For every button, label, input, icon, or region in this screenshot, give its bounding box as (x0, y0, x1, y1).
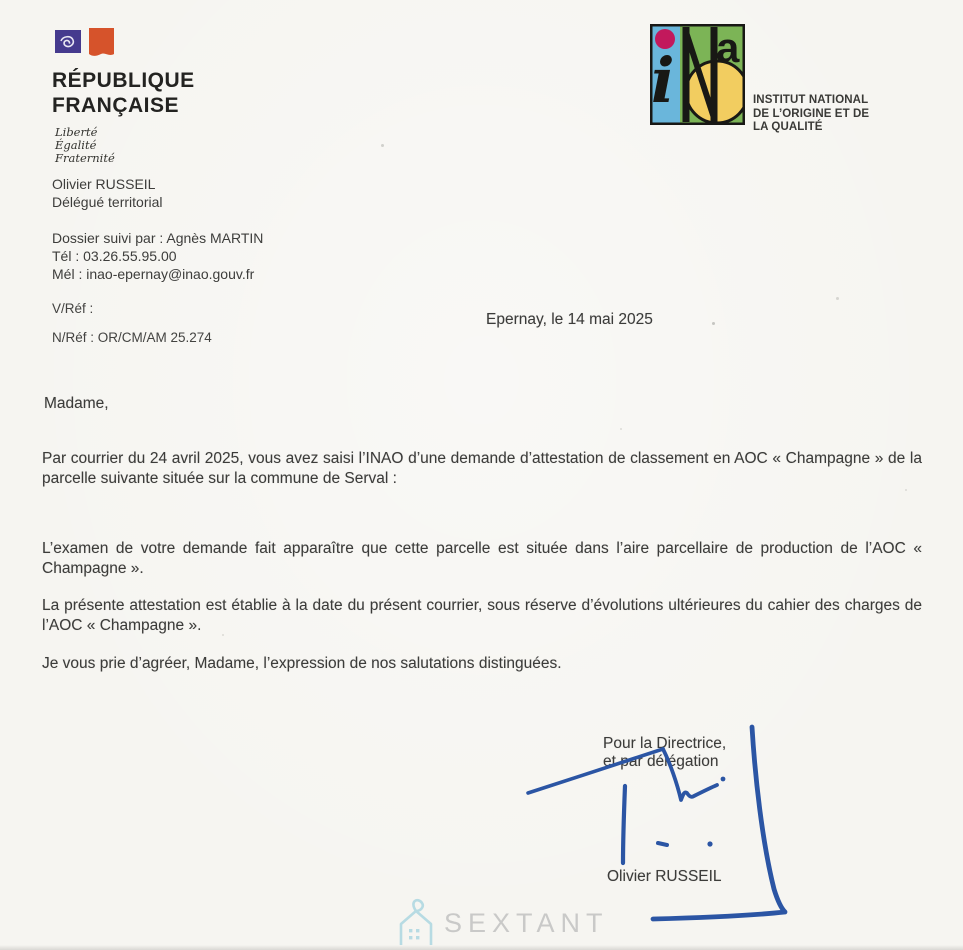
sextant-house-tag-icon (396, 898, 434, 948)
nref-line: N/Réf : OR/CM/AM 25.274 (52, 330, 212, 345)
inao-caption-line1: INSTITUT NATIONAL (753, 94, 869, 106)
dateline: Epernay, le 14 mai 2025 (486, 311, 653, 328)
paragraph-2: L’examen de votre demande fait apparaître que cette parcelle est située dans l’aire parcellaire de production de l’AOC « Champagne ». (42, 540, 922, 577)
signature-function-line2: et par délégation (603, 753, 719, 770)
scan-bottom-edge (0, 945, 963, 950)
contact-email: Mél : inao-epernay@inao.gouv.fr (52, 266, 255, 282)
vref-line: V/Réf : (52, 301, 94, 316)
svg-text:i: i (651, 44, 675, 117)
sender-role: Délégué territorial (52, 194, 163, 210)
sextant-watermark (396, 898, 609, 948)
contact-tel: Tél : 03.26.55.95.00 (52, 248, 177, 264)
scan-speck (222, 634, 224, 636)
inao-caption (753, 94, 869, 135)
signatory-name: Olivier RUSSEIL (607, 868, 722, 885)
inao-logo-icon (650, 24, 745, 125)
contact-block (52, 229, 263, 283)
motto-fraternite: Fraternité (55, 151, 115, 165)
paragraph-3: La présente attestation est établie à la date du présent courrier, sous réserve d’évolutions ultérieures du cahier des charges de l’AOC « Champagne ». (42, 597, 922, 634)
sender-block (52, 175, 163, 211)
republique-title (52, 68, 195, 118)
scan-speck (905, 489, 907, 491)
sender-name: Olivier RUSSEIL (52, 176, 156, 192)
contact-dossier: Dossier suivi par : Agnès MARTIN (52, 230, 264, 246)
svg-text:a: a (716, 24, 740, 71)
scan-speck (836, 297, 839, 300)
republique-title-line2: FRANÇAISE (52, 94, 180, 117)
motto-egalite: Égalité (55, 138, 97, 152)
scan-speck (381, 144, 384, 147)
salutation: Madame, (44, 395, 109, 412)
republique-francaise-logo (55, 28, 117, 63)
motto-liberte: Liberté (55, 125, 98, 139)
french-flag-blocks-icon (55, 28, 117, 58)
paragraph-1: Par courrier du 24 avril 2025, vous avez saisi l’INAO d’une demande d’attestation de classement en AOC « Champagne » de la parcelle suivante située sur la commune de Serval : (42, 450, 922, 487)
republique-motto (55, 126, 115, 165)
republique-title-line1: RÉPUBLIQUE (52, 69, 195, 92)
signature-function-line1: Pour la Directrice, (603, 735, 727, 752)
inao-caption-line3: LA QUALITÉ (753, 121, 823, 133)
paragraph-4: Je vous prie d’agréer, Madame, l’expression de nos salutations distinguées. (42, 655, 562, 672)
inao-caption-line2: DE L’ORIGINE ET DE (753, 107, 870, 120)
inao-logo (650, 24, 745, 130)
sextant-brand-text: SEXTANT (444, 907, 609, 938)
scan-speck (712, 322, 715, 325)
scan-speck (620, 428, 622, 430)
